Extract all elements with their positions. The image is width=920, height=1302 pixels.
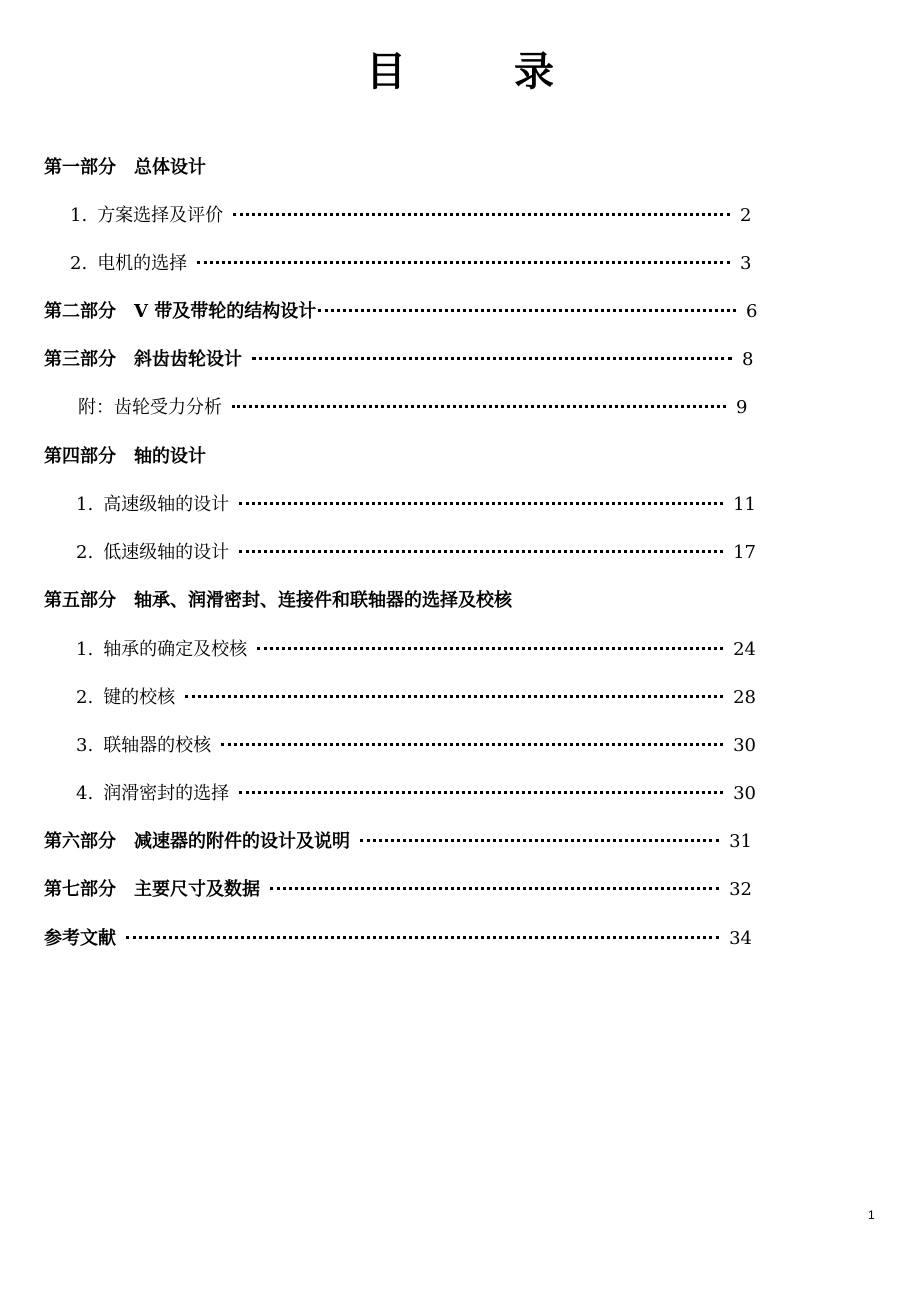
item-title: 高速级轴的设计 <box>103 494 230 515</box>
part-label: 第六部分 <box>44 831 116 852</box>
item-title: 键的校核 <box>103 687 176 708</box>
dot-leader <box>126 936 719 939</box>
part-title: 轴承、润滑密封、连接件和联轴器的选择及校核 <box>134 590 512 611</box>
item-page: 30 <box>733 735 756 756</box>
item-page: 24 <box>733 639 756 660</box>
toc-part-5[interactable] <box>44 588 512 614</box>
toc-item-bearing-check[interactable] <box>76 637 756 663</box>
item-number: 2. <box>70 253 88 274</box>
references-page: 34 <box>729 928 752 949</box>
item-title: 轴承的确定及校核 <box>103 639 248 660</box>
toc-item-coupling-check[interactable] <box>76 733 756 759</box>
item-page: 28 <box>733 687 756 708</box>
dot-leader <box>360 839 719 842</box>
toc-part-7[interactable] <box>44 877 752 903</box>
toc-part-6[interactable] <box>44 829 752 855</box>
toc-item-lubrication-seal[interactable] <box>76 781 756 807</box>
part-label: 第四部分 <box>44 446 116 467</box>
item-number: 3. <box>76 735 94 756</box>
part-title: 斜齿齿轮设计 <box>134 349 242 370</box>
toc-references[interactable] <box>44 926 752 952</box>
toc-item-motor-selection[interactable] <box>70 251 758 277</box>
part-label: 第一部分 <box>44 157 116 178</box>
dot-leader <box>197 261 730 264</box>
references-title: 参考文献 <box>44 928 116 949</box>
part-page: 31 <box>729 831 752 852</box>
toc-part-3[interactable] <box>44 347 760 373</box>
item-page: 2 <box>740 205 752 226</box>
toc-part-4[interactable] <box>44 444 206 470</box>
item-page: 17 <box>733 542 756 563</box>
toc-part-2[interactable] <box>44 299 764 325</box>
part-title: V 带及带轮的结构设计 <box>134 301 317 322</box>
dot-leader <box>252 357 732 360</box>
item-number: 4. <box>76 783 94 804</box>
dot-leader <box>318 309 736 312</box>
dot-leader <box>221 743 723 746</box>
part-page: 32 <box>729 879 752 900</box>
part-page: 8 <box>742 349 754 370</box>
item-page: 9 <box>736 397 748 418</box>
toc-item-gear-force-analysis[interactable] <box>78 395 754 421</box>
item-title: 电机的选择 <box>97 253 188 274</box>
page-title: 目 录 <box>366 48 588 95</box>
part-title: 减速器的附件的设计及说明 <box>134 831 350 852</box>
part-label: 第七部分 <box>44 879 116 900</box>
part-page: 6 <box>746 301 758 322</box>
item-title: 联轴器的校核 <box>103 735 212 756</box>
item-page: 11 <box>733 494 756 515</box>
toc-item-low-speed-shaft[interactable] <box>76 540 756 566</box>
toc-part-1[interactable] <box>44 155 206 181</box>
item-title: 低速级轴的设计 <box>103 542 230 563</box>
dot-leader <box>239 550 723 553</box>
dot-leader <box>270 887 719 890</box>
dot-leader <box>239 791 723 794</box>
page-number: 1 <box>868 1208 875 1222</box>
item-number: 1. <box>76 639 94 660</box>
part-label: 第二部分 <box>44 301 116 322</box>
item-title: 附：齿轮受力分析 <box>78 397 222 418</box>
item-page: 30 <box>733 783 756 804</box>
part-label: 第三部分 <box>44 349 116 370</box>
dot-leader <box>232 405 726 408</box>
item-page: 3 <box>740 253 752 274</box>
toc-item-key-check[interactable] <box>76 685 756 711</box>
item-title: 方案选择及评价 <box>97 205 224 226</box>
part-title: 主要尺寸及数据 <box>134 879 260 900</box>
part-label: 第五部分 <box>44 590 116 611</box>
dot-leader <box>233 213 730 216</box>
dot-leader <box>257 647 723 650</box>
item-number: 1. <box>70 205 88 226</box>
toc-item-high-speed-shaft[interactable] <box>76 492 756 518</box>
item-number: 2. <box>76 687 94 708</box>
item-number: 1. <box>76 494 94 515</box>
part-title: 总体设计 <box>134 157 206 178</box>
item-title: 润滑密封的选择 <box>103 783 230 804</box>
dot-leader <box>239 502 723 505</box>
item-number: 2. <box>76 542 94 563</box>
dot-leader <box>185 695 723 698</box>
toc-item-scheme-selection[interactable] <box>70 203 758 229</box>
part-title: 轴的设计 <box>134 446 206 467</box>
